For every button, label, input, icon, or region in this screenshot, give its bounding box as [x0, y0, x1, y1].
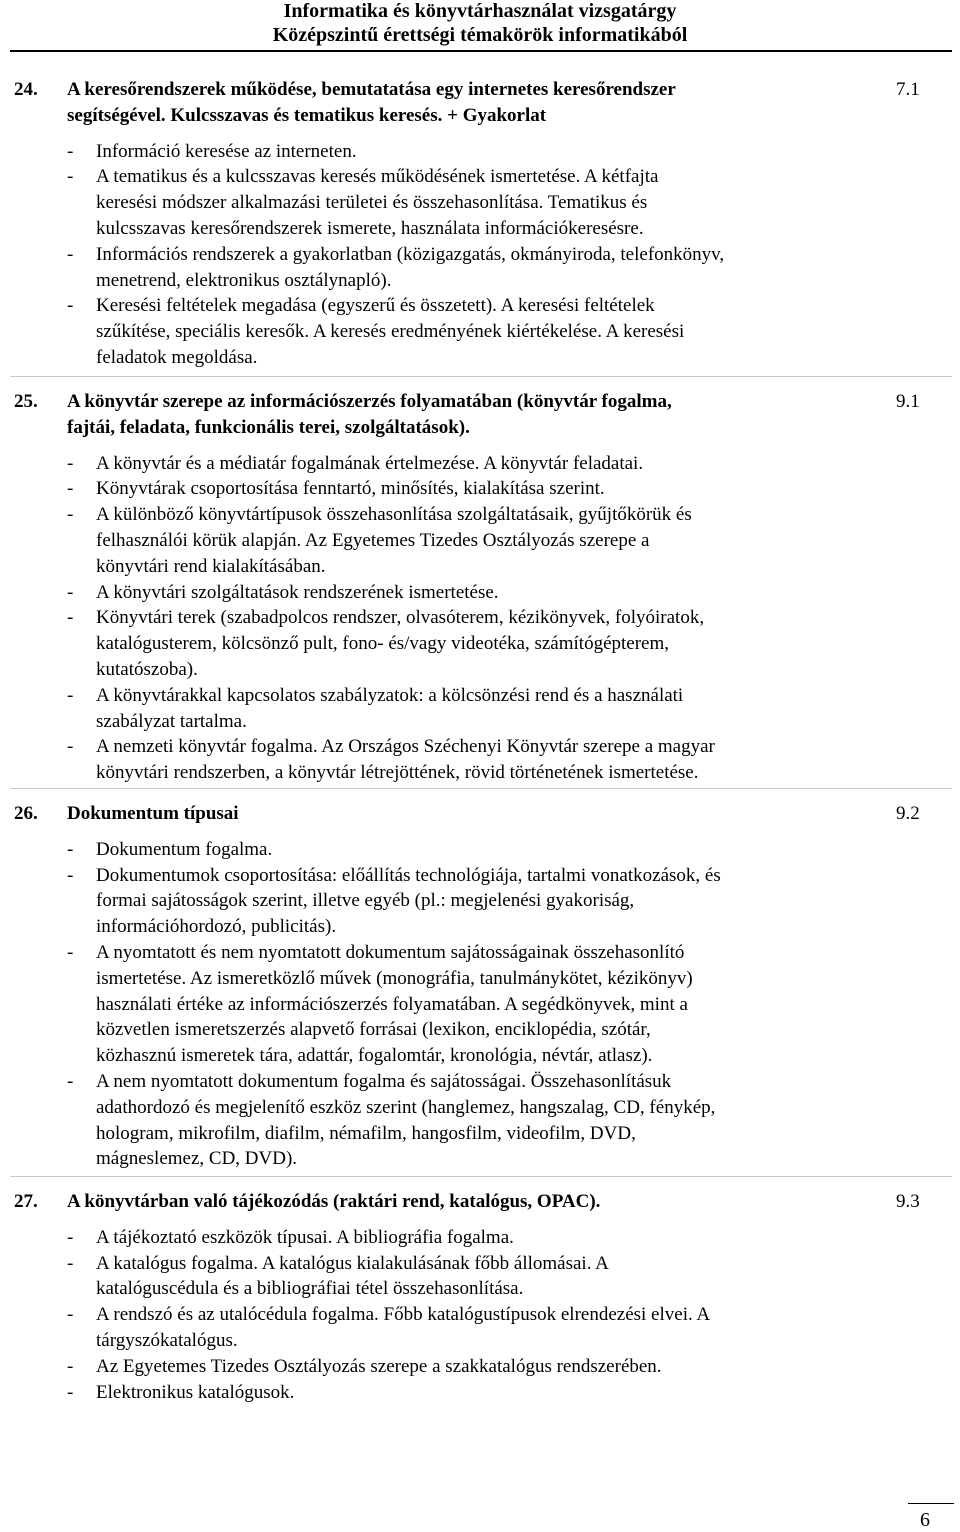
- bullet-dash: -: [67, 140, 74, 162]
- list-item-text: használati értéke az információszerzés folyamatában. A segédkönyvek, mint a: [96, 993, 688, 1015]
- section-number: 25.: [14, 391, 38, 412]
- list-item-text: Dokumentumok csoportosítása: előállítás technológiája, tartalmi vonatkozások, és: [96, 864, 721, 886]
- list-item-text: kutatószoba).: [96, 659, 198, 680]
- list-item-text: Elektronikus katalógusok.: [96, 1381, 295, 1403]
- list-item-text: információhordozó, publicitás).: [96, 916, 337, 938]
- bullet-dash: -: [67, 1304, 74, 1326]
- list-item-text: Dokumentum fogalma.: [96, 838, 273, 860]
- bullet-dash: -: [67, 1252, 74, 1274]
- bullet-dash: -: [67, 736, 74, 758]
- header-subtitle: Középszintű érettségi témakörök informatikából: [272, 24, 688, 46]
- list-item-text: mágneslemez, CD, DVD).: [96, 1148, 298, 1170]
- page-number: 6: [920, 1509, 930, 1531]
- bullet-dash: -: [67, 504, 74, 526]
- footer-divider: [908, 1503, 954, 1504]
- section-number: 26.: [14, 803, 38, 824]
- list-item-text: feladatok megoldása.: [96, 347, 258, 368]
- section-code: 9.2: [896, 803, 920, 824]
- list-item-text: közhasznú ismeretek tára, adattár, fogalomtár, kronológia, névtár, atlasz).: [96, 1045, 653, 1067]
- list-item-text: A könyvtári szolgáltatások rendszerének ismertetése.: [96, 581, 499, 603]
- list-item-text: A tematikus és a kulcsszavas keresés működésének ismertetése. A kétfajta: [96, 166, 659, 188]
- bullet-dash: -: [67, 1355, 74, 1377]
- list-item-text: katalóguscédula és a bibliográfiai tétel összehasonlítása.: [96, 1278, 524, 1300]
- bullet-dash: -: [67, 864, 74, 886]
- list-item-text: adathordozó és megjelenítő eszköz szerint (hanglemez, hangszalag, CD, fénykép,: [96, 1096, 716, 1118]
- list-item-text: szűkítése, speciális keresők. A keresés eredményének kiértékelése. A keresési: [96, 321, 685, 343]
- list-item-text: menetrend, elektronikus osztálynapló).: [96, 269, 392, 291]
- bullet-dash: -: [67, 942, 74, 963]
- bullet-dash: -: [67, 452, 74, 474]
- list-item-text: A katalógus fogalma. A katalógus kialakulásának főbb állomásai. A: [96, 1252, 609, 1274]
- list-item-text: A nyomtatott és nem nyomtatott dokumentum sajátosságainak összehasonlító: [96, 942, 685, 963]
- bullet-dash: -: [67, 581, 74, 603]
- bullet-dash: -: [67, 478, 74, 500]
- list-item-text: katalógusterem, kölcsönző pult, fono- és/vagy videotéka, számítógépterem,: [96, 633, 669, 655]
- list-item-text: A különböző könyvtártípusok összehasonlítása szolgáltatásaik, gyűjtőkörük és: [96, 504, 692, 526]
- list-item-text: A nemzeti könyvtár fogalma. Az Országos Széchenyi Könyvtár szerepe a magyar: [96, 736, 715, 758]
- bullet-dash: -: [67, 684, 74, 706]
- header-divider: [10, 50, 952, 52]
- list-item-text: szabályzat tartalma.: [96, 710, 247, 732]
- section-divider: [10, 1176, 952, 1177]
- bullet-dash: -: [67, 1381, 74, 1403]
- list-item-text: tárgyszókatalógus.: [96, 1330, 238, 1351]
- section-divider: [10, 788, 952, 789]
- list-item-text: keresési módszer alkalmazási területei és összehasonlítása. Tematikus és: [96, 192, 648, 214]
- header-subject: Informatika és könyvtárhasználat vizsgatárgy: [283, 0, 677, 22]
- section-code: 7.1: [896, 79, 920, 100]
- section-title-line: Dokumentum típusai: [67, 803, 239, 824]
- list-item-text: A tájékoztató eszközök típusai. A bibliográfia fogalma.: [96, 1226, 514, 1248]
- section-code: 9.3: [896, 1191, 920, 1212]
- section-title-line: segítségével. Kulcsszavas és tematikus keresés. + Gyakorlat: [67, 104, 547, 126]
- bullet-dash: -: [67, 607, 74, 629]
- list-item-text: A könyvtár és a médiatár fogalmának értelmezése. A könyvtár feladatai.: [96, 452, 644, 474]
- list-item-text: felhasználói körük alapján. Az Egyetemes Tizedes Osztályozás szerepe a: [96, 530, 650, 551]
- list-item-text: Könyvtárak csoportosítása fenntartó, minősítés, kialakítása szerint.: [96, 478, 605, 500]
- section-title-line: A könyvtár szerepe az információszerzés folyamatában (könyvtár fogalma,: [67, 391, 672, 412]
- list-item-text: formai sajátosságok szerint, illetve egyéb (pl.: megjelenési gyakoriság,: [96, 890, 635, 912]
- bullet-dash: -: [67, 295, 74, 317]
- list-item-text: Információs rendszerek a gyakorlatban (közigazgatás, okmányiroda, telefonkönyv,: [96, 243, 725, 265]
- section-code: 9.1: [896, 391, 920, 412]
- list-item-text: ismertetése. Az ismeretközlő művek (monográfia, tanulmánykötet, kézikönyv): [96, 967, 693, 989]
- list-item-text: Az Egyetemes Tizedes Osztályozás szerepe a szakkatalógus rendszerében.: [96, 1355, 662, 1377]
- bullet-dash: -: [67, 243, 74, 265]
- bullet-dash: -: [67, 1071, 74, 1092]
- list-item-text: Keresési feltételek megadása (egyszerű és összetett). A keresési feltételek: [96, 295, 655, 317]
- section-title-line: A könyvtárban való tájékozódás (raktári rend, katalógus, OPAC).: [67, 1191, 601, 1212]
- list-item-text: A könyvtárakkal kapcsolatos szabályzatok: a kölcsönzési rend és a használati: [96, 684, 684, 706]
- list-item-text: Információ keresése az interneten.: [96, 140, 357, 162]
- list-item-text: A nem nyomtatott dokumentum fogalma és sajátosságai. Összehasonlításuk: [96, 1071, 672, 1092]
- list-item-text: közvetlen ismeretszerzés alapvető forrásai (lexikon, enciklopédia, szótár,: [96, 1019, 651, 1041]
- bullet-dash: -: [67, 838, 74, 860]
- list-item-text: kulcsszavas keresőrendszerek ismerete, használata információkeresésre.: [96, 218, 644, 239]
- list-item-text: könyvtári rend kialakításában.: [96, 555, 326, 577]
- list-item-text: könyvtári rendszerben, a könyvtár létrejöttének, rövid történetének ismertetése.: [96, 762, 699, 784]
- list-item-text: Könyvtári terek (szabadpolcos rendszer, olvasóterem, kézikönyvek, folyóiratok,: [96, 607, 705, 629]
- section-divider: [10, 376, 952, 377]
- section-number: 27.: [14, 1191, 38, 1212]
- section-title-line: fajtái, feladata, funkcionális terei, szolgáltatások).: [67, 416, 470, 438]
- section-number: 24.: [14, 79, 38, 100]
- list-item-text: A rendszó és az utalócédula fogalma. Főbb katalógustípusok elrendezési elvei. A: [96, 1304, 711, 1326]
- bullet-dash: -: [67, 166, 74, 188]
- bullet-dash: -: [67, 1226, 74, 1248]
- list-item-text: hologram, mikrofilm, diafilm, némafilm, hangosfilm, videofilm, DVD,: [96, 1122, 636, 1144]
- section-title-line: A keresőrendszerek működése, bemutatatása egy internetes keresőrendszer: [67, 79, 676, 100]
